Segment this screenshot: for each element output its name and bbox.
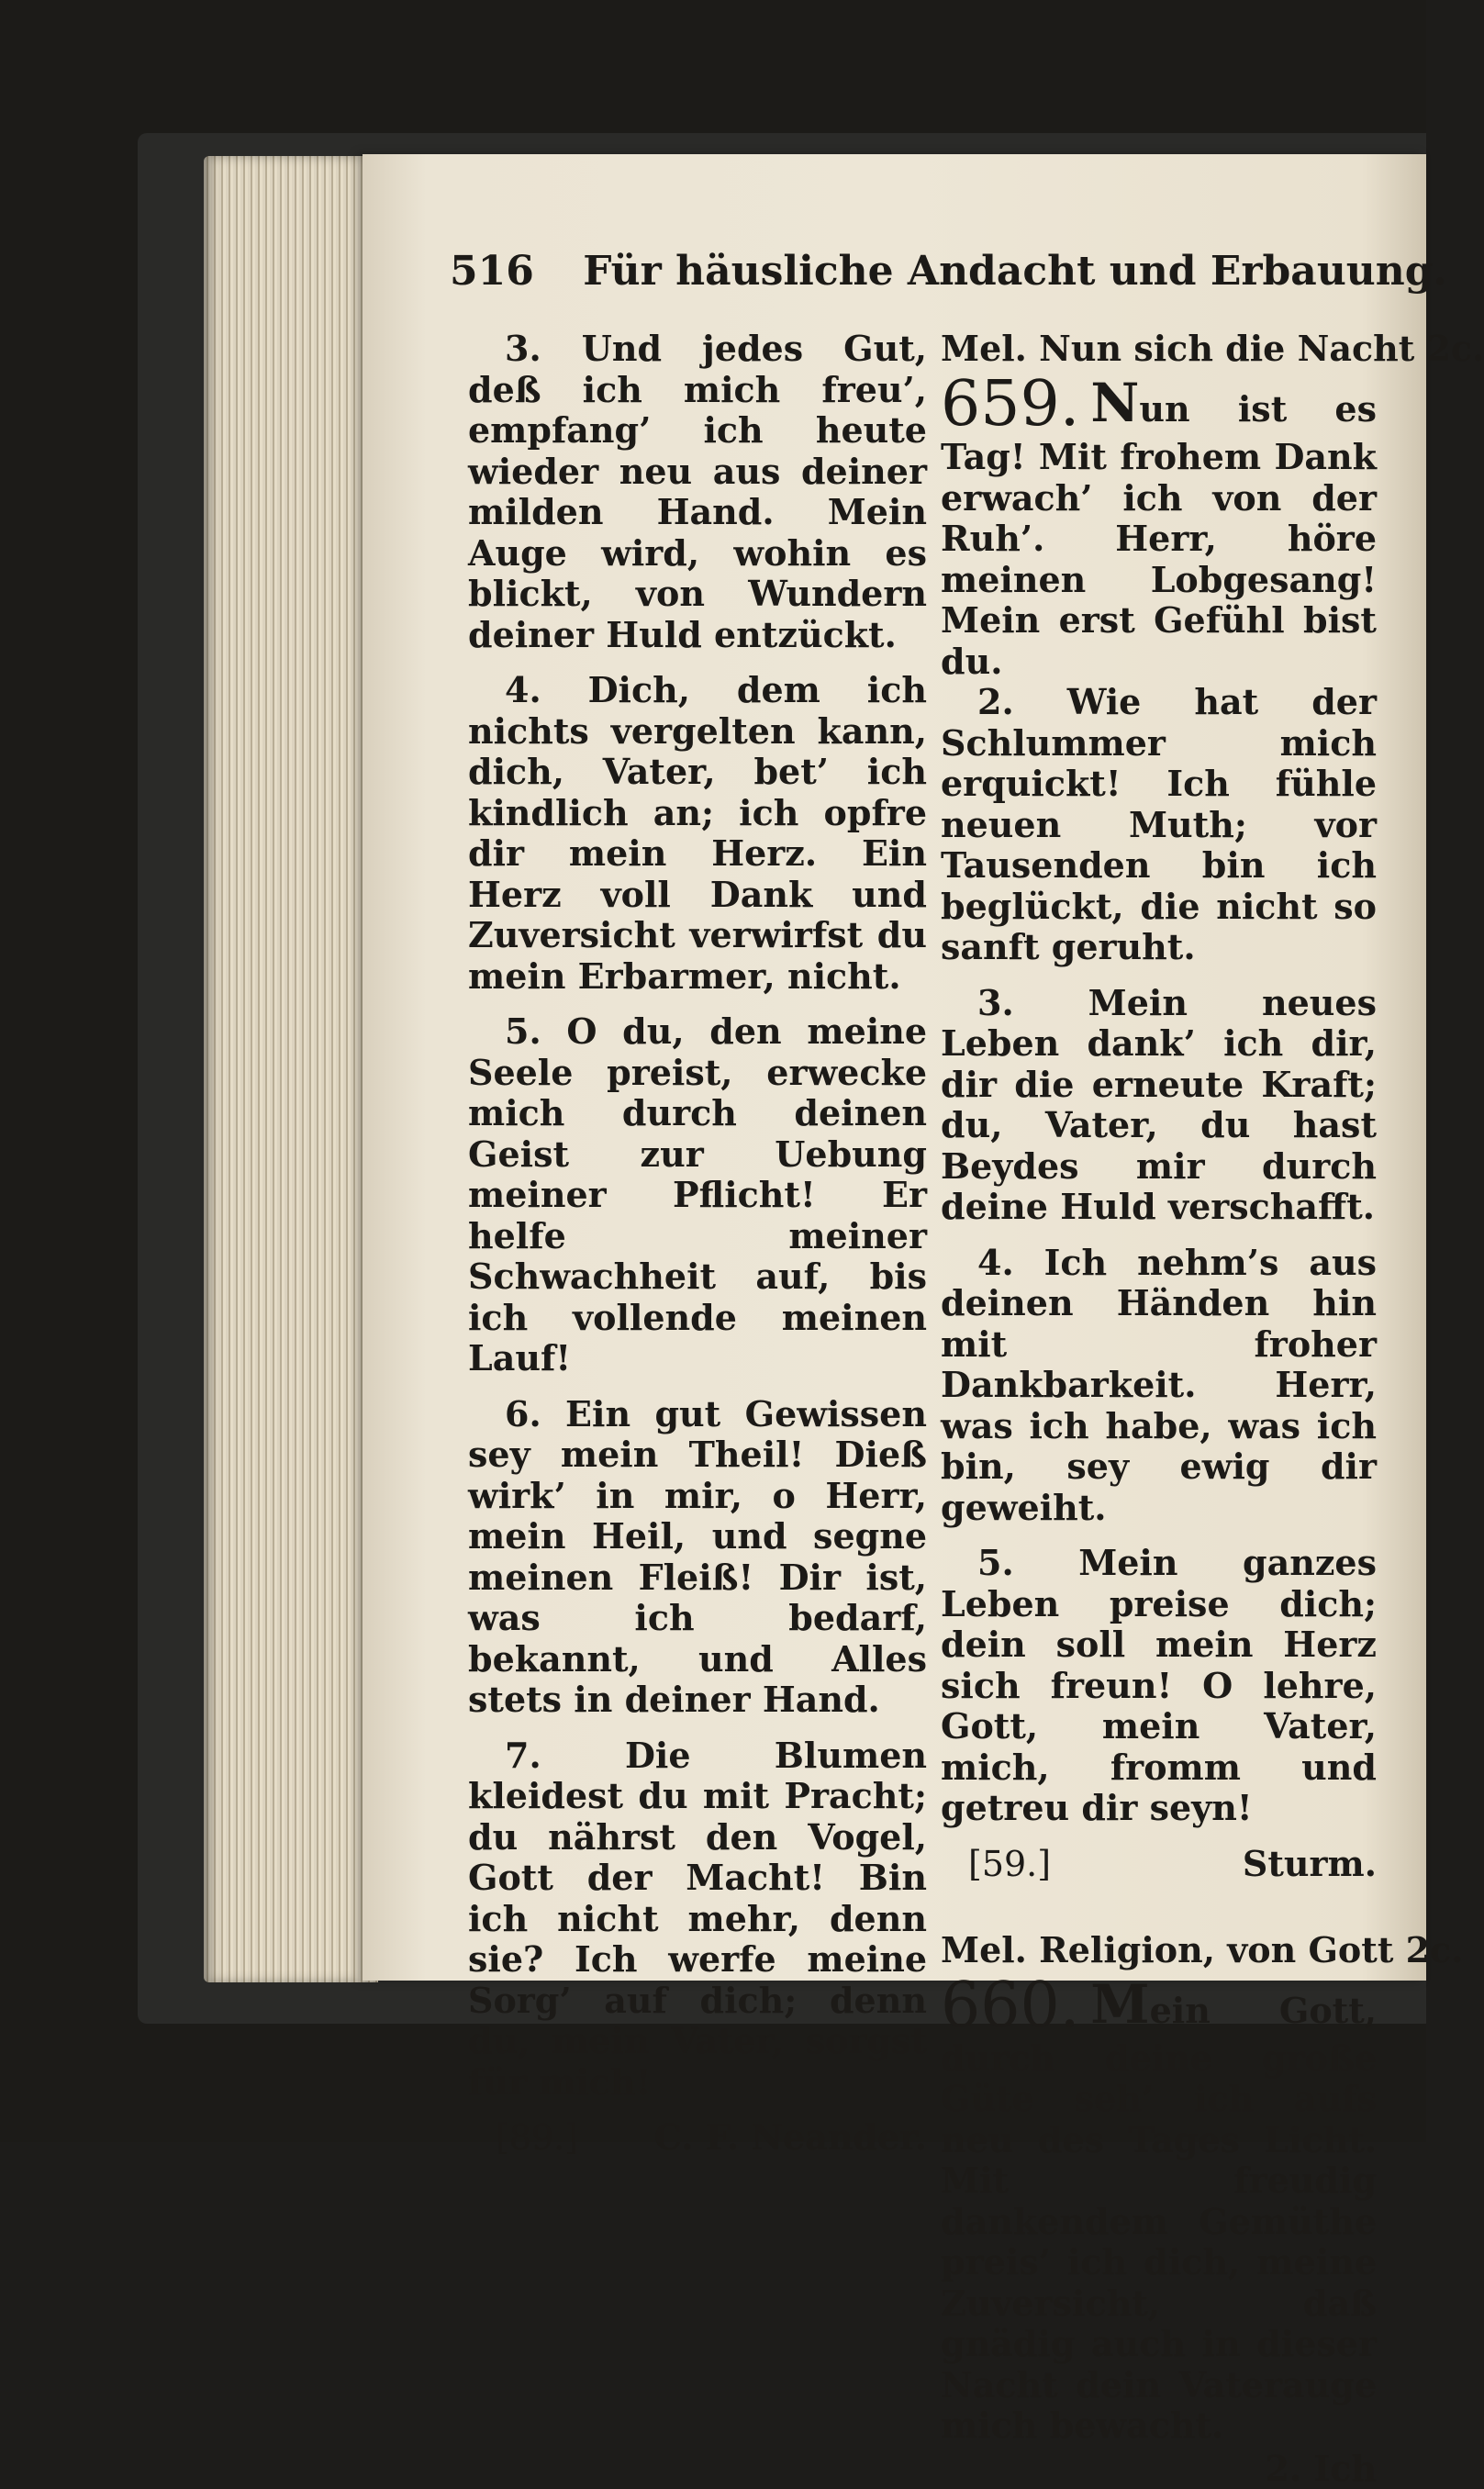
drop-initial-659: N	[1090, 372, 1140, 434]
stanza-6: 6. Ein gut Gewissen sey mein Theil! Dieß wirk’ in mir, o Herr, mein Heil, und segne meinen Fleiß! Dir ist, was ich bedarf, bekannt, und Alles stets in deiner Hand.	[468, 1392, 927, 1720]
melody-line-660: Mel. Religion, von Gott 2c.	[941, 1928, 1464, 1970]
credit-author: C. F. Neander.	[653, 2116, 927, 2158]
hymn-660-first-stanza	[941, 1969, 1377, 2447]
hymn-number-659: 659.	[941, 368, 1080, 441]
catchword: 2. Ich	[1265, 2447, 1377, 2489]
hymn-659-stanza-3: 3. Mein neues Leben dank’ ich dir, dir die erneute Kraft; du, Vater, du hast Beydes mir durch deine Huld verschafft.	[941, 981, 1377, 1227]
stanza-4: 4. Dich, dem ich nichts vergelten kann, dich, Vater, bet’ ich kindlich an; ich opfre dir mein Herz. Ein Herz voll Dank und Zuversicht verwirfst du mein Erbarmer, nicht.	[468, 669, 927, 997]
first-stanza-text-659: un ist es Tag! Mit frohem Dank erwach’ ich von der Ruh’. Herr, höre meinen Lobgesang! Mein erst Gefühl bist du.	[941, 388, 1377, 682]
hymn-credit	[468, 2117, 927, 2158]
stanza-3: 3. Und jedes Gut, deß ich mich freu’, empfang’ ich heute wieder neu aus deiner milden Hand. Mein Auge wird, wohin es blickt, von Wundern deiner Huld entzückt.	[468, 328, 927, 655]
left-column	[468, 329, 927, 2167]
running-title: Für häusliche Andacht und Erbauung.	[583, 248, 1447, 295]
book-page	[363, 154, 1484, 2489]
stanza-5: 5. O du, den meine Seele preist, erwecke mich durch deinen Geist zur Uebung meiner Pflicht! Er helfe meiner Schwachheit auf, bis ich vollende meinen Lauf!	[468, 1010, 927, 1378]
credit-author-659: Sturm.	[1242, 1842, 1377, 1884]
first-stanza-text-660: ein Gott, durch deine große Güte seh’ ich aufs neu des Tages Licht. Mit freudig dankendem Gemüthe preis’ ich dich, meine Zuversicht, daß gnädig auch in dieser Nacht dein Vaterauge mich bewacht.	[941, 1989, 1377, 2446]
hymn-659-first-stanza	[941, 368, 1377, 682]
hymn-659-stanza-5: 5. Mein ganzes Leben preise dich; dein soll mein Herz sich freun! O lehre, Gott, mein Vater, mich, fromm und getreu dir seyn!	[941, 1542, 1377, 1828]
hymn-number-660: 660.	[941, 1969, 1080, 2042]
right-column	[941, 328, 1484, 2489]
hymn-659-credit	[941, 1844, 1377, 1884]
running-header	[450, 248, 1447, 295]
stanza-7: 7. Die Blumen kleidest du mit Pracht; du nährst den Vogel, Gott der Macht! Bin ich nicht mehr, denn sie? Ich werfe meine Sorg’ auf dich; denn du, mein Vater, sorgst für mich!	[468, 1734, 927, 2103]
drop-initial-660: M	[1090, 1972, 1150, 2036]
page-number: 516	[450, 248, 534, 295]
page-edges	[204, 156, 378, 1982]
hymn-659-stanza-2: 2. Wie hat der Schlummer mich erquickt! Ich fühle neuen Muth; vor Tausenden bin ich beglückt, die nicht so sanft geruht.	[941, 681, 1377, 967]
hymn-659-stanza-4: 4. Ich nehm’s aus deinen Händen hin mit froher Dankbarkeit. Herr, was ich habe, was ich bin, sey ewig dir geweiht.	[941, 1241, 1377, 1528]
melody-line-659: Mel. Nun sich die Nacht 2c.	[941, 328, 1484, 369]
credit-ref: [89.]	[496, 2117, 579, 2158]
credit-ref-659: [59.]	[968, 1843, 1052, 1884]
